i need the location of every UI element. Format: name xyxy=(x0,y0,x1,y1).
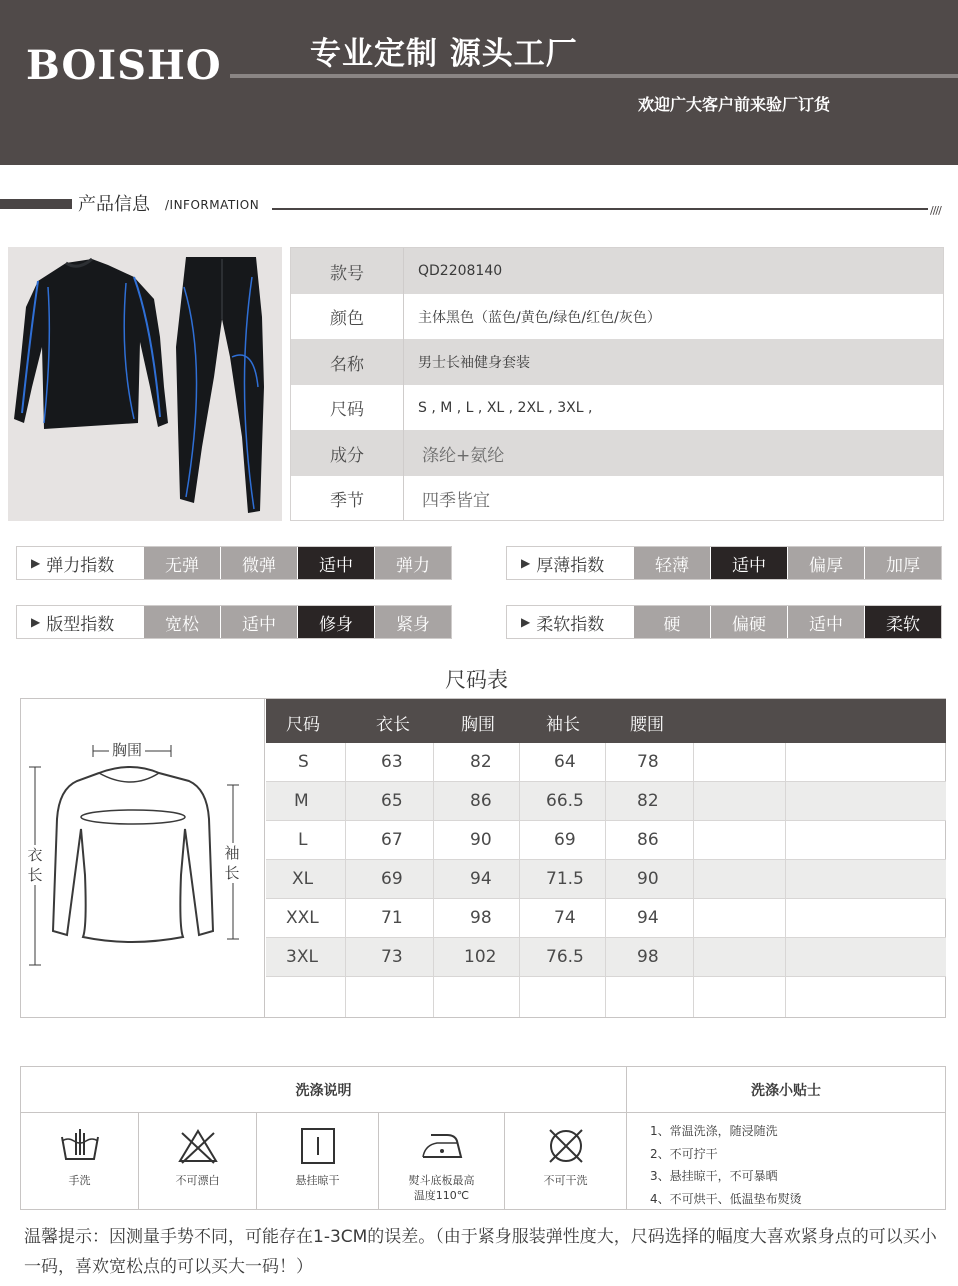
index-option: 硬 xyxy=(633,606,710,638)
care-item xyxy=(379,1113,505,1209)
triangle-right-icon: ▶ xyxy=(31,615,41,629)
index-label: 厚薄指数 xyxy=(536,555,605,576)
cell-sleeve: 71.5 xyxy=(546,869,584,889)
index-option: 轻薄 xyxy=(633,547,710,579)
info-row-material xyxy=(291,430,943,476)
care-label: 悬挂晾干 xyxy=(295,1174,340,1187)
cell-waist: 86 xyxy=(637,830,659,850)
index-option: 微弹 xyxy=(220,547,297,579)
care-tips-list xyxy=(650,1120,802,1210)
header-length: 衣长 xyxy=(376,715,410,735)
info-row-name xyxy=(291,339,943,385)
header-divider xyxy=(230,74,958,78)
table-row xyxy=(266,782,946,821)
list-item: 4、不可烘干、低温垫布熨烫 xyxy=(650,1191,802,1206)
index-option-selected: 修身 xyxy=(297,606,374,638)
table-row xyxy=(266,821,946,860)
cell-chest: 82 xyxy=(470,752,492,772)
info-key: 颜色 xyxy=(291,294,404,339)
index-option-selected: 适中 xyxy=(297,547,374,579)
index-option: 无弹 xyxy=(143,547,220,579)
fit-index xyxy=(16,605,452,639)
warm-notice: 温馨提示：因测量手势不同，可能存在1-3CM的误差。（由于紧身服装弹性度大，尺码选择的幅度大喜欢紧身点的可以买小一码，喜欢宽松点的可以买大一码！） xyxy=(24,1227,937,1277)
care-item xyxy=(505,1113,627,1209)
index-label: 柔软指数 xyxy=(536,614,605,635)
care-label: 熨斗底板最高 温度110℃ xyxy=(408,1174,475,1202)
column-divider xyxy=(433,743,434,1017)
cell-sleeve: 64 xyxy=(554,752,576,772)
table-row xyxy=(266,860,946,899)
thickness-index xyxy=(506,546,942,580)
index-option: 弹力 xyxy=(374,547,451,579)
cell-chest: 94 xyxy=(470,869,492,889)
size-chart-title: 尺码表 xyxy=(445,668,508,692)
care-label: 不可漂白 xyxy=(175,1174,220,1187)
elasticity-index xyxy=(16,546,452,580)
cell-sleeve: 74 xyxy=(554,908,576,928)
info-key: 款号 xyxy=(291,248,404,294)
triangle-right-icon: ▶ xyxy=(521,556,531,570)
cell-length: 73 xyxy=(381,947,403,967)
slogan: 专业定制 源头工厂 xyxy=(310,36,578,72)
index-option: 加厚 xyxy=(864,547,941,579)
index-option-selected: 柔软 xyxy=(864,606,941,638)
cell-waist: 98 xyxy=(637,947,659,967)
cell-sleeve: 69 xyxy=(554,830,576,850)
header-chest: 胸围 xyxy=(461,715,495,735)
info-key: 季节 xyxy=(291,476,404,520)
info-row-style-no xyxy=(291,248,943,294)
cell-waist: 82 xyxy=(637,791,659,811)
product-image xyxy=(8,247,282,521)
care-tips-title: 洗涤小贴士 xyxy=(627,1067,945,1113)
cell-sleeve: 66.5 xyxy=(546,791,584,811)
info-key: 尺码 xyxy=(291,385,404,430)
cell-length: 65 xyxy=(381,791,403,811)
info-key: 名称 xyxy=(291,339,404,385)
brand-logo: BOISHO xyxy=(26,42,222,89)
table-row xyxy=(266,899,946,938)
column-divider xyxy=(345,743,346,1017)
cell-length: 67 xyxy=(381,830,403,850)
column-divider xyxy=(605,743,606,1017)
column-divider xyxy=(785,743,786,1017)
section-divider-end: //// xyxy=(930,204,941,217)
cell-chest: 98 xyxy=(470,908,492,928)
header-sleeve: 袖长 xyxy=(546,715,580,735)
cell-waist: 90 xyxy=(637,869,659,889)
cell-waist: 78 xyxy=(637,752,659,772)
index-label: 版型指数 xyxy=(46,614,115,635)
index-option: 适中 xyxy=(787,606,864,638)
header-banner xyxy=(0,0,958,165)
sleeve-label: 袖长 xyxy=(222,843,242,883)
cell-size: M xyxy=(294,791,309,811)
cell-length: 69 xyxy=(381,869,403,889)
care-title: 洗涤说明 xyxy=(21,1067,627,1113)
section-title: 产品信息 xyxy=(78,194,150,215)
info-value: 主体黑色（蓝色/黄色/绿色/红色/灰色） xyxy=(418,309,661,326)
measurement-diagram xyxy=(21,699,265,1017)
triangle-right-icon: ▶ xyxy=(31,556,41,570)
info-value: 涤纶+氨纶 xyxy=(422,445,505,466)
softness-index xyxy=(506,605,942,639)
cell-size: S xyxy=(298,752,309,772)
product-illustration xyxy=(8,247,282,521)
header-size: 尺码 xyxy=(286,715,320,735)
cell-length: 63 xyxy=(381,752,403,772)
info-value: 四季皆宜 xyxy=(422,490,490,511)
info-value: QD2208140 xyxy=(418,263,503,279)
no-bleach-icon xyxy=(139,1127,256,1165)
cell-chest: 90 xyxy=(470,830,492,850)
no-dry-clean-icon xyxy=(505,1127,626,1165)
info-row-size xyxy=(291,385,943,430)
section-divider xyxy=(272,208,928,210)
index-option: 偏硬 xyxy=(710,606,787,638)
care-item xyxy=(139,1113,257,1209)
cell-sleeve: 76.5 xyxy=(546,947,584,967)
list-item: 3、悬挂晾干，不可暴晒 xyxy=(650,1169,778,1183)
index-option-selected: 适中 xyxy=(710,547,787,579)
index-label: 弹力指数 xyxy=(46,555,115,576)
care-item xyxy=(257,1113,379,1209)
info-row-color xyxy=(291,294,943,339)
list-item: 1、常温洗涤，随浸随洗 xyxy=(650,1124,778,1138)
welcome-text: 欢迎广大客户前来验厂订货 xyxy=(638,95,831,114)
hand-wash-icon xyxy=(21,1127,138,1165)
list-item: 2、不可拧干 xyxy=(650,1146,718,1161)
section-title-en: /INFORMATION xyxy=(165,198,260,212)
care-instructions xyxy=(20,1066,946,1210)
index-option: 偏厚 xyxy=(787,547,864,579)
hang-dry-icon xyxy=(257,1127,378,1165)
size-chart xyxy=(20,698,946,1018)
cell-size: XXL xyxy=(286,908,319,928)
header-waist: 腰围 xyxy=(630,715,664,735)
column-divider xyxy=(519,743,520,1017)
triangle-right-icon: ▶ xyxy=(521,615,531,629)
cell-size: 3XL xyxy=(286,947,318,967)
care-label: 手洗 xyxy=(68,1174,91,1187)
length-label: 衣长 xyxy=(25,845,45,885)
info-key: 成分 xyxy=(291,430,404,476)
cell-chest: 86 xyxy=(470,791,492,811)
care-item xyxy=(21,1113,139,1209)
cell-chest: 102 xyxy=(464,947,497,967)
index-option: 宽松 xyxy=(143,606,220,638)
chest-label: 胸围 xyxy=(109,739,145,760)
cell-size: L xyxy=(298,830,308,850)
iron-icon xyxy=(379,1127,504,1165)
product-info-table xyxy=(290,247,944,521)
info-row-season xyxy=(291,476,943,520)
size-table-header xyxy=(266,699,946,743)
table-row xyxy=(266,938,946,977)
column-divider xyxy=(693,743,694,1017)
cell-waist: 94 xyxy=(637,908,659,928)
section-bar xyxy=(0,199,72,209)
cell-size: XL xyxy=(292,869,314,889)
index-option: 紧身 xyxy=(374,606,451,638)
table-row xyxy=(266,743,946,782)
index-option: 适中 xyxy=(220,606,297,638)
care-label: 不可干洗 xyxy=(543,1174,588,1187)
info-value: S , M , L , XL , 2XL , 3XL , xyxy=(418,399,593,416)
cell-length: 71 xyxy=(381,908,403,928)
info-value: 男士长袖健身套装 xyxy=(418,355,530,371)
